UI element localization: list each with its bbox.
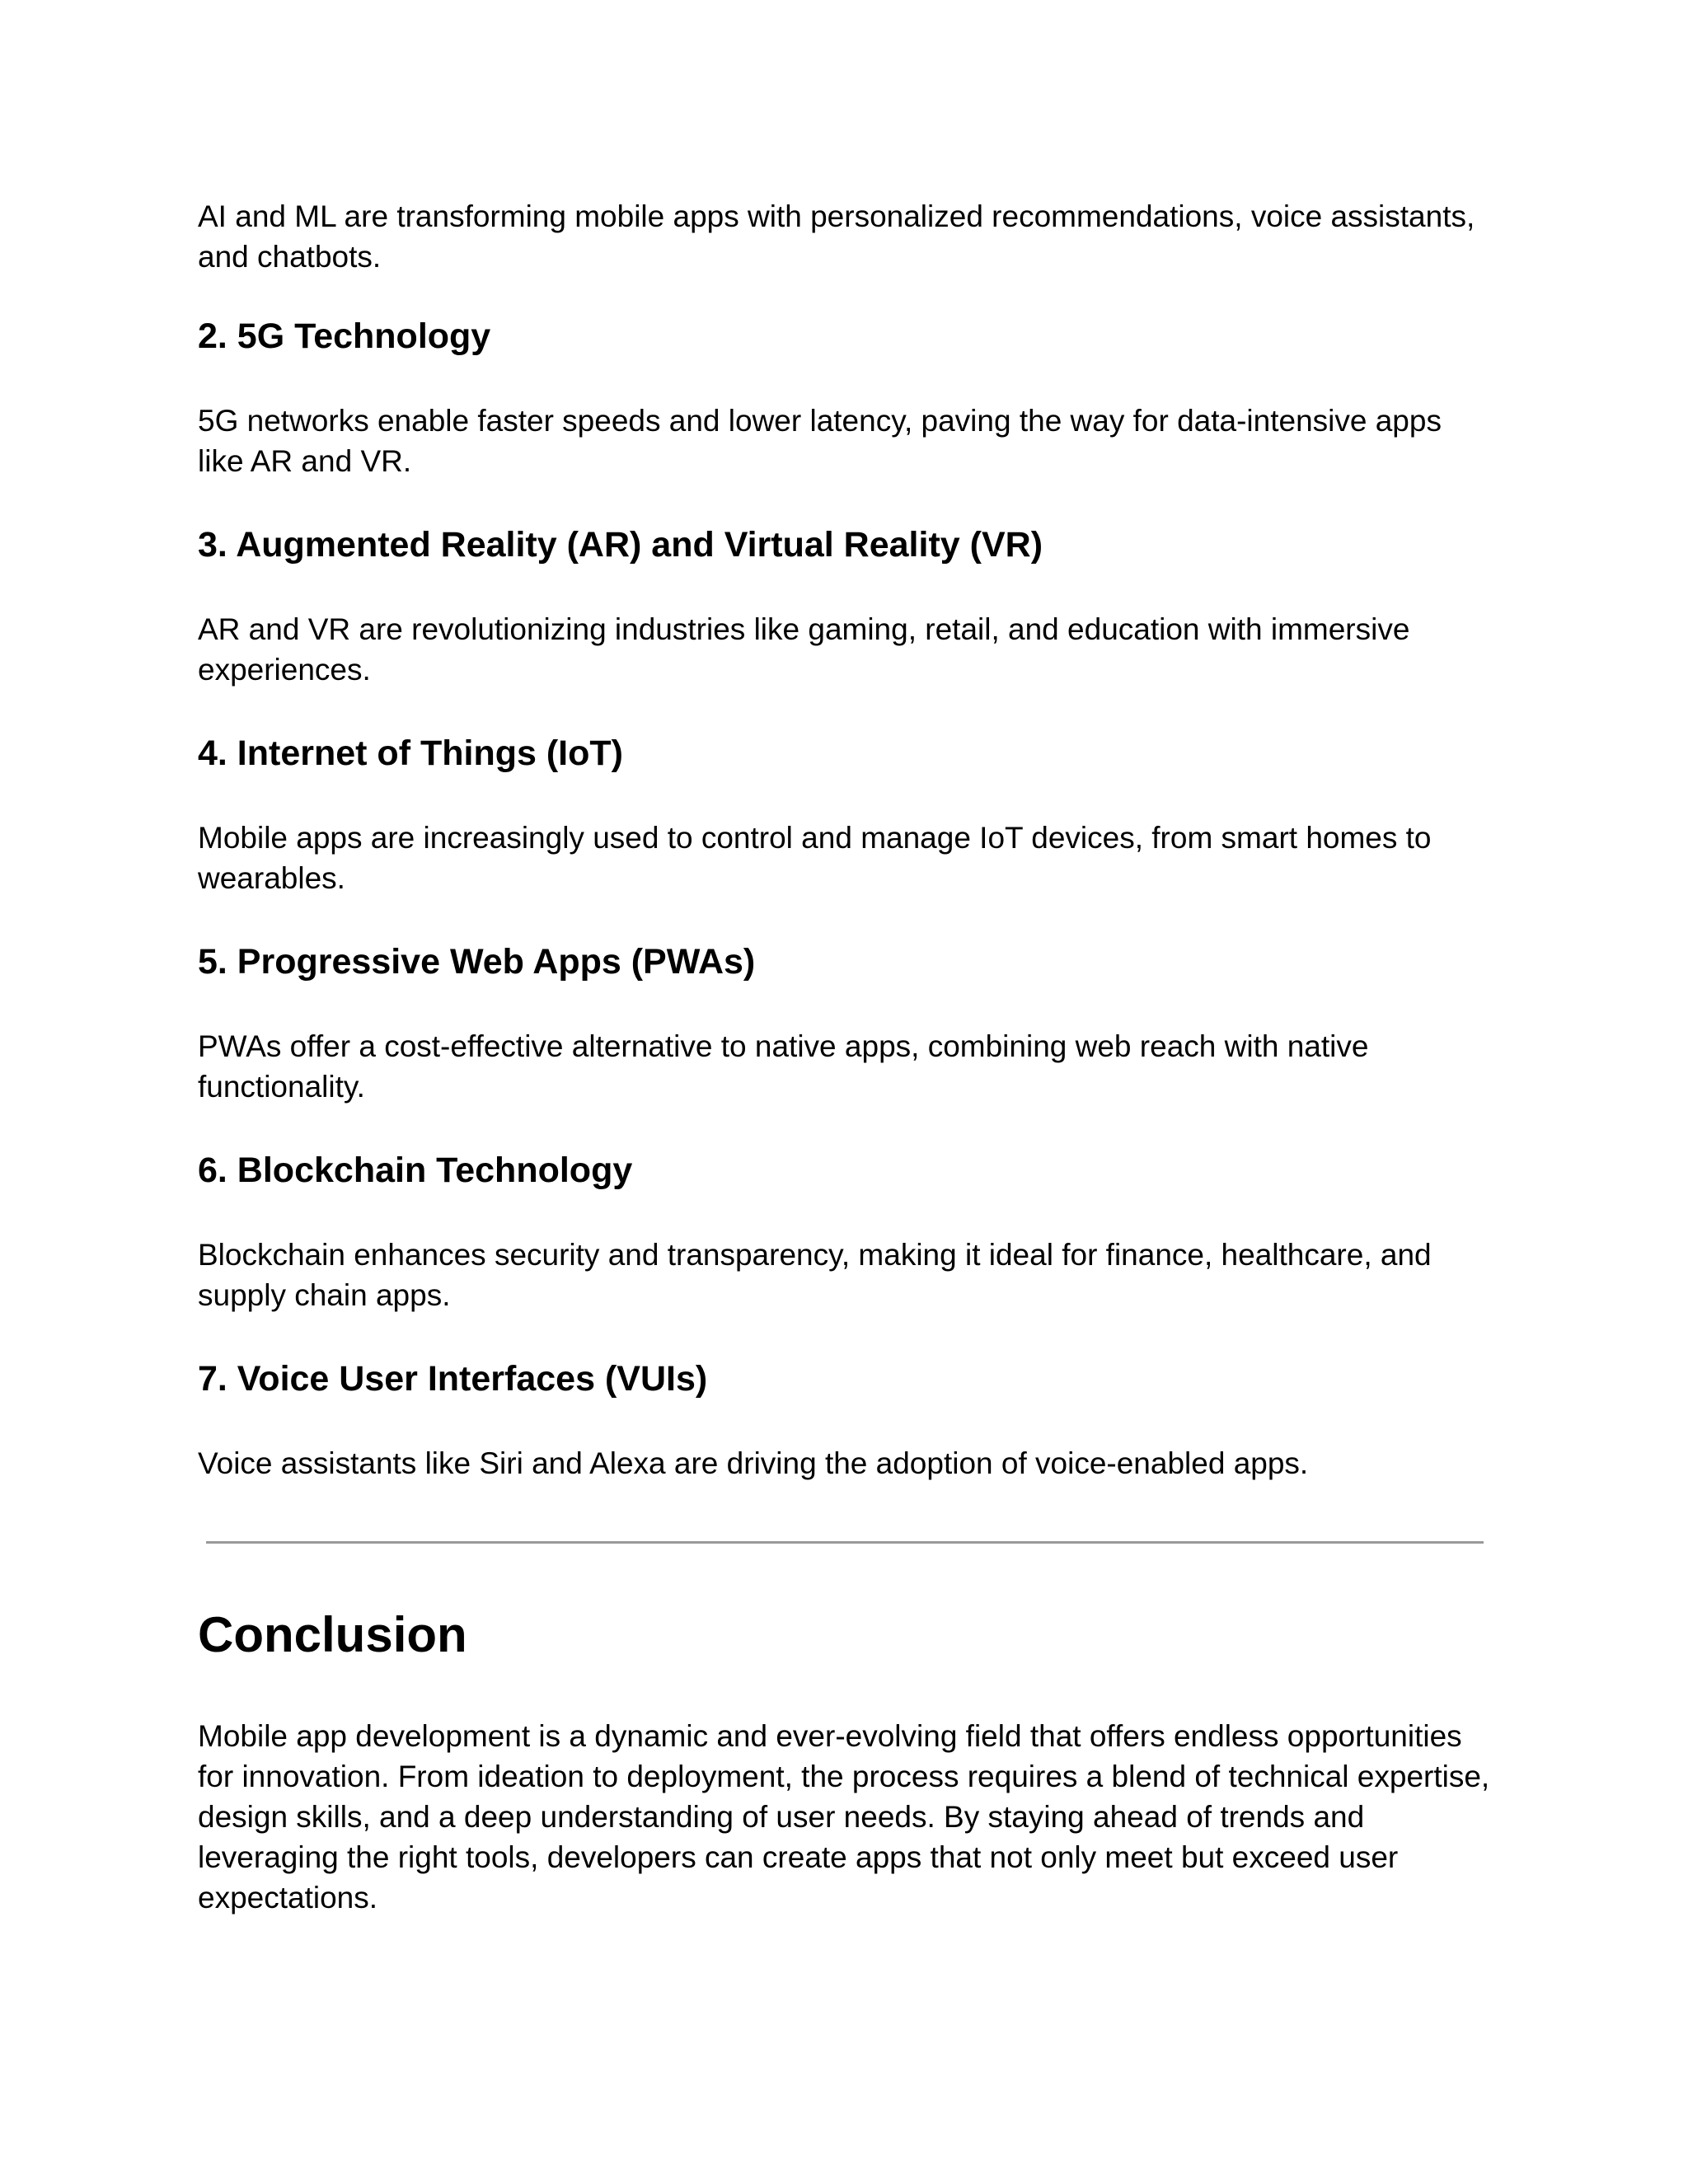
trend-section-pwa — [198, 939, 1492, 1147]
section-heading: 5. Progressive Web Apps (PWAs) — [198, 942, 756, 982]
trend-section-blockchain — [198, 1147, 1492, 1356]
trend-section-5g — [198, 313, 1492, 522]
section-heading: 2. 5G Technology — [198, 316, 491, 356]
section-paragraph: AR and VR are revolutionizing industries like gaming, retail, and education with immersive experiences. — [198, 612, 1410, 687]
intro-paragraph: AI and ML are transforming mobile apps with personalized recommendations, voice assistants, and chatbots. — [198, 199, 1475, 274]
section-paragraph: 5G networks enable faster speeds and lower latency, paving the way for data-intensive apps like AR and VR. — [198, 404, 1442, 478]
trend-section-vui — [198, 1356, 1492, 1564]
section-heading: 4. Internet of Things (IoT) — [198, 733, 623, 773]
section-heading: 6. Blockchain Technology — [198, 1151, 633, 1190]
section-heading: 3. Augmented Reality (AR) and Virtual Reality (VR) — [198, 525, 1043, 565]
trend-section-ar-vr — [198, 522, 1492, 730]
trend-section-list — [198, 313, 1492, 1564]
horizontal-divider — [206, 1541, 1484, 1544]
conclusion-heading: Conclusion — [198, 1607, 467, 1662]
conclusion-paragraph: Mobile app development is a dynamic and ever-evolving field that offers endless opportunities for innovation. From ideation to deployment, the process requires a blend of technical expertise, design skills, and a deep understanding of user needs. By staying ahead of trends and leveraging the right tools, developers can create apps that not only meet but exceed user expectations. — [198, 1719, 1490, 1915]
section-paragraph: Voice assistants like Siri and Alexa are driving the adoption of voice-enabled apps. — [198, 1446, 1309, 1480]
section-paragraph: Mobile apps are increasingly used to control and manage IoT devices, from smart homes to wearables. — [198, 821, 1432, 895]
trend-section-iot — [198, 730, 1492, 939]
section-paragraph: Blockchain enhances security and transparency, making it ideal for finance, healthcare, and supply chain apps. — [198, 1238, 1432, 1312]
section-heading: 7. Voice User Interfaces (VUIs) — [198, 1359, 708, 1399]
section-paragraph: PWAs offer a cost-effective alternative to native apps, combining web reach with native functionality. — [198, 1029, 1369, 1104]
